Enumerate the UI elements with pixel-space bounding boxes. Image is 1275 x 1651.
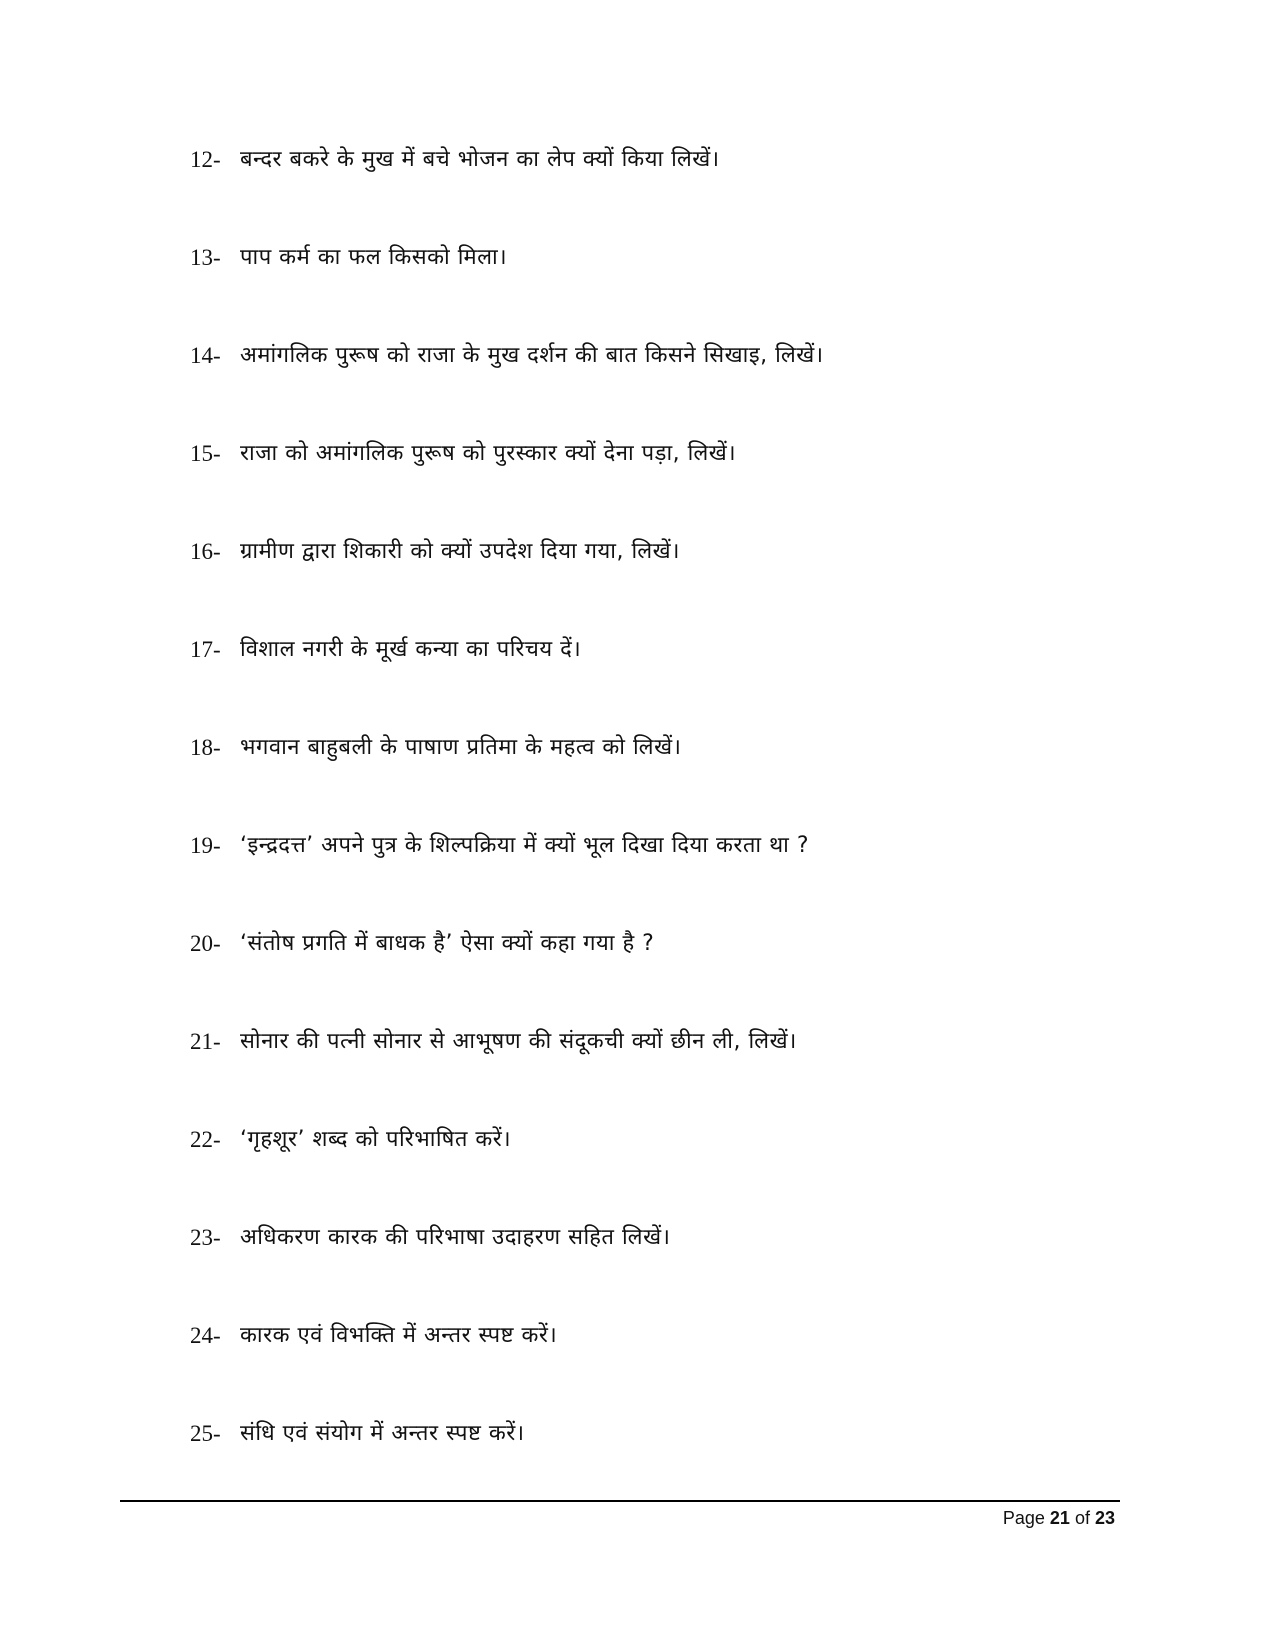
question-item <box>190 1218 1090 1316</box>
question-item <box>190 140 1090 238</box>
page-label: Page <box>1002 1508 1045 1528</box>
question-text: ग्रामीण द्वारा शिकारी को क्यों उपदेश दिया गया, लिखें। <box>240 539 680 564</box>
question-item <box>190 1316 1090 1414</box>
question-text: बन्दर बकरे के मुख में बचे भोजन का लेप क्यों किया लिखें। <box>240 147 720 172</box>
footer-divider <box>120 1500 1120 1502</box>
question-number: 21- <box>190 1029 221 1054</box>
question-item <box>190 532 1090 630</box>
question-number: 13- <box>190 245 221 270</box>
question-item <box>190 728 1090 826</box>
question-item <box>190 336 1090 434</box>
question-text: संधि एवं संयोग में अन्तर स्पष्ट करें। <box>240 1421 525 1446</box>
question-item <box>190 1022 1090 1120</box>
question-text: राजा को अमांगलिक पुरूष को पुरस्कार क्यों देना पड़ा, लिखें। <box>240 441 737 466</box>
current-page-number: 21 <box>1049 1508 1070 1528</box>
question-number: 19- <box>190 833 221 858</box>
total-pages-number: 23 <box>1094 1508 1115 1528</box>
question-text: ‘इन्द्रदत्त’ अपने पुत्र के शिल्पक्रिया में क्यों भूल दिखा दिया करता था ? <box>240 833 810 858</box>
question-text: ‘संतोष प्रगति में बाधक है’ ऐसा क्यों कहा गया है ? <box>240 931 655 956</box>
question-text: पाप कर्म का फल किसको मिला। <box>240 245 508 270</box>
question-text: अमांगलिक पुरूष को राजा के मुख दर्शन की बात किसने सिखाइ, लिखें। <box>240 343 824 368</box>
question-text: अधिकरण कारक की परिभाषा उदाहरण सहित लिखें। <box>240 1225 671 1250</box>
question-text: सोनार की पत्नी सोनार से आभूषण की संदूकची क्यों छीन ली, लिखें। <box>240 1029 797 1054</box>
question-number: 17- <box>190 637 221 662</box>
question-item <box>190 630 1090 728</box>
question-item <box>190 924 1090 1022</box>
question-item <box>190 434 1090 532</box>
question-number: 25- <box>190 1421 221 1446</box>
of-label: of <box>1074 1508 1090 1528</box>
question-number: 20- <box>190 931 221 956</box>
question-text: विशाल नगरी के मूर्ख कन्या का परिचय दें। <box>240 637 582 662</box>
question-number: 22- <box>190 1127 221 1152</box>
question-item <box>190 238 1090 336</box>
question-text: ‘गृहशूर’ शब्द को परिभाषित करें। <box>240 1127 512 1152</box>
question-number: 24- <box>190 1323 221 1348</box>
question-text: कारक एवं विभक्ति में अन्तर स्पष्ट करें। <box>240 1323 558 1348</box>
question-number: 18- <box>190 735 221 760</box>
question-number: 15- <box>190 441 221 466</box>
question-item <box>190 826 1090 924</box>
question-list <box>190 140 1090 1512</box>
question-number: 14- <box>190 343 221 368</box>
question-text: भगवान बाहुबली के पाषाण प्रतिमा के महत्व को लिखें। <box>240 735 682 760</box>
question-number: 23- <box>190 1225 221 1250</box>
question-item <box>190 1120 1090 1218</box>
page-footer <box>1003 1508 1115 1529</box>
question-item <box>190 1414 1090 1512</box>
question-number: 12- <box>190 147 221 172</box>
question-number: 16- <box>190 539 221 564</box>
